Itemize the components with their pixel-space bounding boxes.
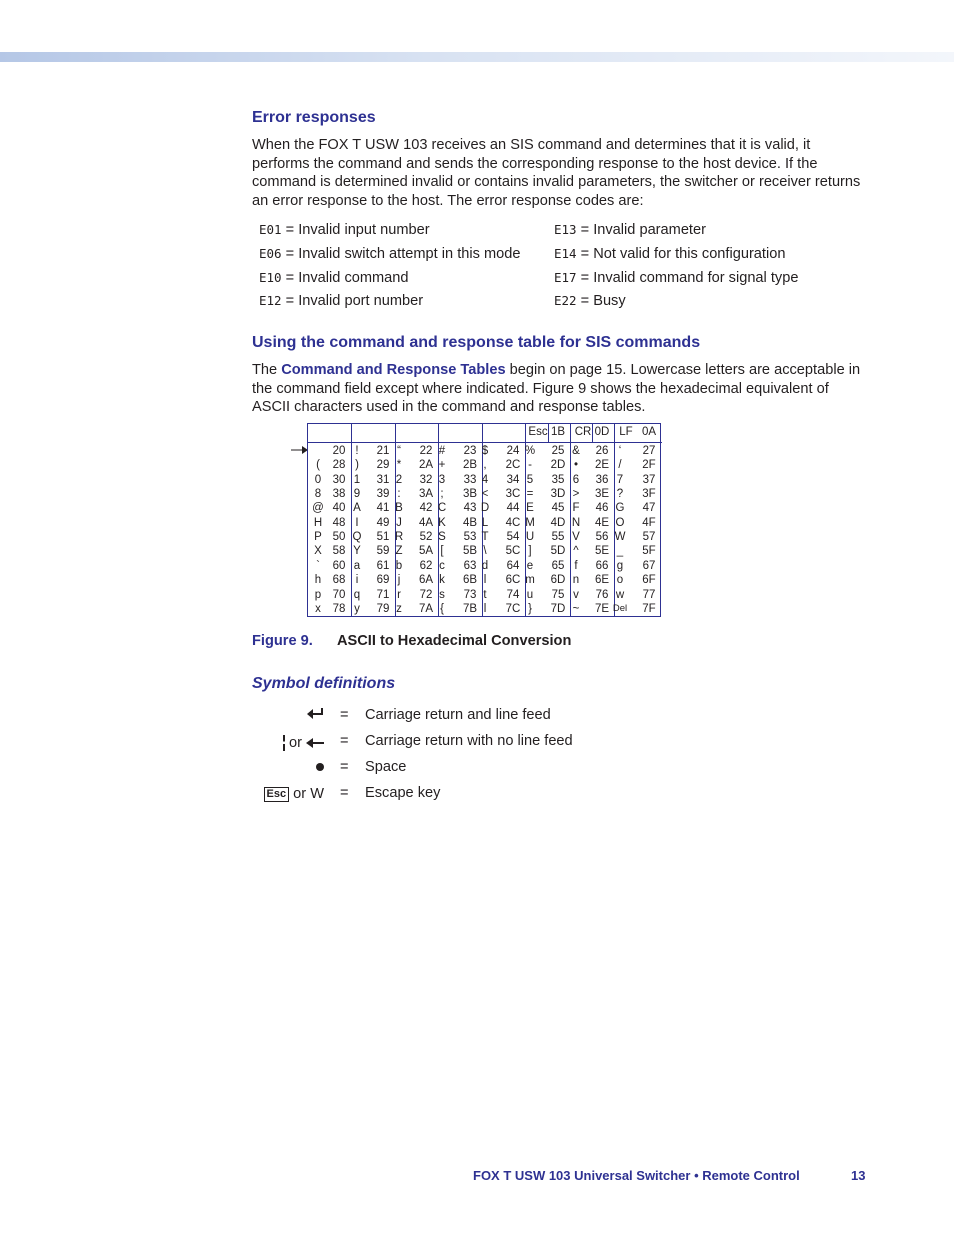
ascii-char: l: [483, 574, 487, 587]
ascii-char: M: [525, 516, 535, 529]
command-response-tables-link[interactable]: Command and Response Tables: [281, 362, 506, 378]
ascii-hex: 76: [595, 588, 609, 601]
symbol-eq: =: [340, 785, 349, 801]
ascii-hex: 21: [376, 445, 390, 457]
esc-key-icon: Esc: [264, 787, 290, 802]
ascii-char: _: [616, 545, 624, 558]
ascii-char: J: [396, 516, 402, 529]
ascii-hex: 47: [642, 502, 656, 515]
ascii-header-divider: [308, 442, 525, 443]
ascii-char: [: [440, 545, 444, 558]
error-responses-heading: Error responses: [252, 109, 376, 126]
ascii-char: K: [438, 516, 446, 529]
error-code-item: [554, 270, 798, 286]
error-responses-paragraph: When the FOX T USW 103 receives an SIS command and determines that it is valid, it performs the command and sends the corresponding response to the host device. If the command is determined invalid or contains invalid parameters, the switcher or receiver returns an error response to the host. The error response codes are:: [252, 137, 861, 209]
ascii-hex: 2A: [418, 459, 434, 472]
ascii-char: m: [525, 574, 535, 587]
ascii-hex: 6D: [550, 574, 566, 587]
error-desc: = Busy: [576, 293, 626, 309]
ascii-char: {: [440, 602, 444, 615]
error-desc: = Invalid switch attempt in this mode: [281, 246, 521, 262]
ascii-hex: 5E: [594, 545, 610, 558]
ascii-char: ‘: [618, 445, 622, 457]
ascii-char: R: [394, 531, 404, 544]
error-desc: = Not valid for this configuration: [576, 246, 786, 262]
error-code: E14: [554, 246, 577, 261]
command-table-heading: Using the command and response table for SIS commands: [252, 334, 701, 351]
ascii-hex: 7E: [594, 602, 610, 615]
footer-title: FOX T USW 103 Universal Switcher • Remote Control: [473, 1168, 800, 1183]
error-code: E22: [554, 293, 577, 308]
ascii-char: !: [355, 445, 359, 457]
ascii-hex: 25: [551, 445, 565, 457]
ascii-char: F: [572, 502, 580, 515]
error-code-item: [259, 246, 520, 262]
ascii-hex: 7C: [505, 602, 521, 615]
ascii-hex: 67: [642, 559, 656, 572]
symbol-desc: Space: [365, 759, 407, 775]
ascii-hex: 4B: [462, 516, 478, 529]
ascii-hex: 78: [332, 602, 346, 615]
ascii-char: 2: [395, 473, 403, 486]
ascii-header-char: CR: [574, 426, 592, 438]
ascii-char: D: [480, 502, 490, 515]
ascii-char: S: [438, 531, 446, 544]
ascii-hex: 6A: [418, 574, 434, 587]
ascii-hex: 5B: [462, 545, 478, 558]
ascii-hex: 68: [332, 574, 346, 587]
ascii-char: 5: [526, 473, 534, 486]
ascii-char: c: [439, 559, 445, 572]
ascii-hex: 74: [506, 588, 520, 601]
error-code: E17: [554, 270, 577, 285]
ascii-hex: 29: [376, 459, 390, 472]
figure-label: Figure 9.: [252, 633, 313, 649]
ascii-hex: 6B: [462, 574, 478, 587]
ascii-hex: 43: [463, 502, 477, 515]
ascii-header-divider-small: [548, 424, 549, 442]
ascii-hex: 3E: [594, 488, 610, 501]
ascii-char: s: [439, 588, 445, 601]
ascii-hex: 48: [332, 516, 346, 529]
ascii-char: Del: [612, 602, 628, 614]
ascii-hex: 31: [376, 473, 390, 486]
ascii-hex: 52: [419, 531, 433, 544]
symbol-definitions-heading: Symbol definitions: [252, 675, 396, 692]
ascii-char: :: [397, 488, 401, 501]
symbol-desc: Carriage return with no line feed: [365, 733, 573, 749]
ascii-char: (: [316, 459, 320, 472]
error-desc: = Invalid parameter: [576, 222, 706, 238]
ascii-hex: 61: [376, 559, 390, 572]
ascii-char: +: [438, 459, 446, 472]
ascii-char: u: [526, 588, 534, 601]
ascii-hex: 32: [419, 473, 433, 486]
ascii-hex: 26: [595, 445, 609, 457]
ascii-char: *: [396, 459, 402, 472]
symbol-eq: =: [340, 759, 349, 775]
ascii-char: ?: [616, 488, 624, 501]
error-code: E12: [259, 293, 282, 308]
ascii-hex: 63: [463, 559, 477, 572]
ascii-hex: 3A: [418, 488, 434, 501]
ascii-header-hex: 0A: [641, 426, 657, 438]
symbol-desc: Carriage return and line feed: [365, 707, 551, 723]
ascii-hex: 3C: [505, 488, 521, 501]
ascii-char: -: [528, 459, 532, 472]
para-suffix: begin on page 15. Lowercase letters are acceptable in the command field except where indicated. Figure 9 shows the hexadecimal equivalent of ASCII characters used in the command and response tables.: [252, 362, 861, 416]
ascii-hex: 60: [332, 559, 346, 572]
ascii-char: =: [526, 488, 534, 501]
ascii-hex: 24: [506, 445, 520, 457]
symbol-eq: =: [340, 707, 349, 723]
ascii-char: }: [528, 602, 532, 615]
ascii-char: l: [483, 602, 487, 615]
ascii-char: W: [614, 531, 626, 544]
error-desc: = Invalid input number: [281, 222, 430, 238]
error-desc: = Invalid port number: [281, 293, 424, 309]
ascii-hex: 7D: [550, 602, 566, 615]
ascii-char: 6: [572, 473, 580, 486]
symbol-desc: Escape key: [365, 785, 441, 801]
ascii-hex: 65: [551, 559, 565, 572]
error-desc: = Invalid command for signal type: [576, 270, 799, 286]
ascii-char: B: [395, 502, 403, 515]
ascii-hex: 45: [551, 502, 565, 515]
ascii-char: V: [572, 531, 580, 544]
ascii-hex: 22: [419, 445, 433, 457]
ascii-char: n: [572, 574, 580, 587]
ascii-hex: 41: [376, 502, 390, 515]
ascii-char: E: [526, 502, 534, 515]
error-code-item: [259, 270, 409, 286]
ascii-hex: 5D: [550, 545, 566, 558]
ascii-hex: 2D: [550, 459, 566, 472]
ascii-hex: 5F: [642, 545, 656, 558]
ascii-hex: 2E: [594, 459, 610, 472]
ascii-char: &: [572, 445, 580, 457]
ascii-char: `: [316, 559, 320, 572]
ascii-char: A: [353, 502, 361, 515]
ascii-hex: 2F: [642, 459, 656, 472]
ascii-char: p: [314, 588, 322, 601]
ascii-hex: 3B: [462, 488, 478, 501]
ascii-hex: 37: [642, 473, 656, 486]
error-code-item: [554, 246, 785, 262]
ascii-char: o: [616, 574, 624, 587]
ascii-char: #: [438, 445, 446, 457]
ascii-char: z: [396, 602, 402, 615]
ascii-char: j: [397, 574, 401, 587]
ascii-hex: 4A: [418, 516, 434, 529]
ascii-hex: 6C: [505, 574, 521, 587]
ascii-char: G: [615, 502, 625, 515]
ascii-hex: 54: [506, 531, 520, 544]
ascii-hex: 7A: [418, 602, 434, 615]
ascii-hex: 64: [506, 559, 520, 572]
symbol-or: or: [284, 735, 306, 751]
ascii-char: L: [481, 516, 489, 529]
ascii-char: 0: [314, 473, 322, 486]
ascii-char: b: [395, 559, 403, 572]
command-table-paragraph: [252, 361, 862, 417]
ascii-hex: 62: [419, 559, 433, 572]
ascii-hex: 7B: [462, 602, 478, 615]
ascii-hex: 2C: [505, 459, 521, 472]
ascii-char: “: [397, 445, 401, 457]
ascii-char: P: [314, 531, 322, 544]
ascii-char: Y: [353, 545, 361, 558]
ascii-char: U: [525, 531, 535, 544]
ascii-hex: 72: [419, 588, 433, 601]
ascii-char: 1: [353, 473, 361, 486]
ascii-char: v: [573, 588, 579, 601]
ascii-char: @: [312, 502, 324, 515]
ascii-hex: 5A: [418, 545, 434, 558]
ascii-hex: 71: [376, 588, 390, 601]
ascii-hex: 33: [463, 473, 477, 486]
ascii-char: ]: [528, 545, 532, 558]
ascii-char: >: [572, 488, 580, 501]
ascii-char: f: [574, 559, 578, 572]
ascii-char: a: [353, 559, 361, 572]
ascii-hex: 77: [642, 588, 656, 601]
ascii-char: C: [437, 502, 447, 515]
ascii-header-hex: 1B: [550, 426, 566, 438]
ascii-char: ,: [483, 459, 487, 472]
ascii-char: 3: [438, 473, 446, 486]
error-code: E10: [259, 270, 282, 285]
ascii-hex: 35: [551, 473, 565, 486]
carriage-return-no-lf-symbol: [283, 735, 324, 751]
ascii-char: r: [397, 588, 401, 601]
ascii-hex: 27: [642, 445, 656, 457]
ascii-char: h: [314, 574, 322, 587]
ascii-char: 8: [314, 488, 322, 501]
ascii-char: w: [615, 588, 625, 601]
ascii-char: /: [618, 459, 622, 472]
ascii-hex: 23: [463, 445, 477, 457]
ascii-header-char: Esc: [528, 426, 548, 438]
ascii-hex: 6E: [594, 574, 610, 587]
ascii-char: 4: [481, 473, 489, 486]
ascii-hex: 73: [463, 588, 477, 601]
ascii-hex: 59: [376, 545, 390, 558]
ascii-hex: 3D: [550, 488, 566, 501]
ascii-char: i: [355, 574, 359, 587]
ascii-char: k: [439, 574, 445, 587]
ascii-char: g: [616, 559, 624, 572]
ascii-hex: 38: [332, 488, 346, 501]
ascii-char: ^: [573, 545, 579, 558]
ascii-header-char: LF: [619, 426, 633, 438]
ascii-char: $: [481, 445, 489, 457]
ascii-header-divider-small: [592, 424, 593, 442]
ascii-char: O: [615, 516, 625, 529]
error-code-item: [554, 222, 706, 238]
ascii-hex: 6F: [642, 574, 656, 587]
ascii-char: Z: [395, 545, 403, 558]
ascii-hex: 49: [376, 516, 390, 529]
ascii-hex: 5C: [505, 545, 521, 558]
ascii-char: I: [355, 516, 359, 529]
para-prefix: The: [252, 362, 282, 378]
ascii-hex: 20: [332, 445, 346, 457]
ascii-hex: 7F: [642, 602, 656, 615]
error-code-item: [554, 293, 626, 309]
ascii-hex: 55: [551, 531, 565, 544]
error-code: E13: [554, 222, 577, 237]
ascii-char: \: [483, 545, 487, 558]
ascii-hex: 40: [332, 502, 346, 515]
ascii-hex: 56: [595, 531, 609, 544]
escape-symbol: [264, 786, 324, 802]
left-arrow-icon: [306, 738, 324, 748]
ascii-char: t: [483, 588, 487, 601]
ascii-char: N: [571, 516, 581, 529]
ascii-char: ~: [572, 602, 580, 615]
ascii-char: x: [315, 602, 321, 615]
ascii-hex: 4F: [642, 516, 656, 529]
carriage-return-icon: [306, 707, 324, 723]
ascii-char: X: [314, 545, 322, 558]
ascii-char: q: [353, 588, 361, 601]
ascii-char: y: [354, 602, 360, 615]
ascii-char: ;: [440, 488, 444, 501]
ascii-hex: 66: [595, 559, 609, 572]
ascii-hex: 39: [376, 488, 390, 501]
ascii-char: Q: [352, 531, 362, 544]
ascii-hex: 57: [642, 531, 656, 544]
error-desc: = Invalid command: [281, 270, 409, 286]
ascii-hex: 46: [595, 502, 609, 515]
ascii-hex: 42: [419, 502, 433, 515]
ascii-hex: 58: [332, 545, 346, 558]
ascii-hex: 30: [332, 473, 346, 486]
ascii-hex-table: [307, 423, 661, 617]
ascii-char: T: [481, 531, 489, 544]
error-code: E06: [259, 246, 282, 261]
ascii-header-hex: 0D: [594, 426, 610, 438]
ascii-hex: 36: [595, 473, 609, 486]
ascii-char: <: [481, 488, 489, 501]
ascii-hex: 3F: [642, 488, 656, 501]
figure-title: ASCII to Hexadecimal Conversion: [337, 633, 572, 649]
ascii-char: H: [313, 516, 323, 529]
ascii-hex: 69: [376, 574, 390, 587]
ascii-hex: 4D: [550, 516, 566, 529]
ascii-hex: 50: [332, 531, 346, 544]
ascii-hex: 70: [332, 588, 346, 601]
ascii-hex: 4C: [505, 516, 521, 529]
ascii-hex: 28: [332, 459, 346, 472]
ascii-char: •: [573, 459, 579, 472]
ascii-char: 9: [353, 488, 361, 501]
ascii-hex: 34: [506, 473, 520, 486]
ascii-char: e: [526, 559, 534, 572]
symbol-eq: =: [340, 733, 349, 749]
space-dot-icon: [316, 759, 324, 775]
ascii-char: 7: [616, 473, 624, 486]
ascii-hex: 75: [551, 588, 565, 601]
ascii-hex: 2B: [462, 459, 478, 472]
ascii-hex: 51: [376, 531, 390, 544]
ascii-header-divider-right: [525, 442, 662, 443]
error-code: E01: [259, 222, 282, 237]
ascii-char: %: [524, 445, 536, 457]
header-band: [0, 52, 954, 62]
ascii-hex: 79: [376, 602, 390, 615]
ascii-char: d: [481, 559, 489, 572]
error-code-item: [259, 293, 423, 309]
ascii-hex: 53: [463, 531, 477, 544]
esc-or-w: or W: [289, 786, 324, 802]
error-code-item: [259, 222, 430, 238]
ascii-char: ): [355, 459, 359, 472]
ascii-hex: 4E: [594, 516, 610, 529]
page-number: 13: [851, 1168, 866, 1183]
ascii-hex: 44: [506, 502, 520, 515]
